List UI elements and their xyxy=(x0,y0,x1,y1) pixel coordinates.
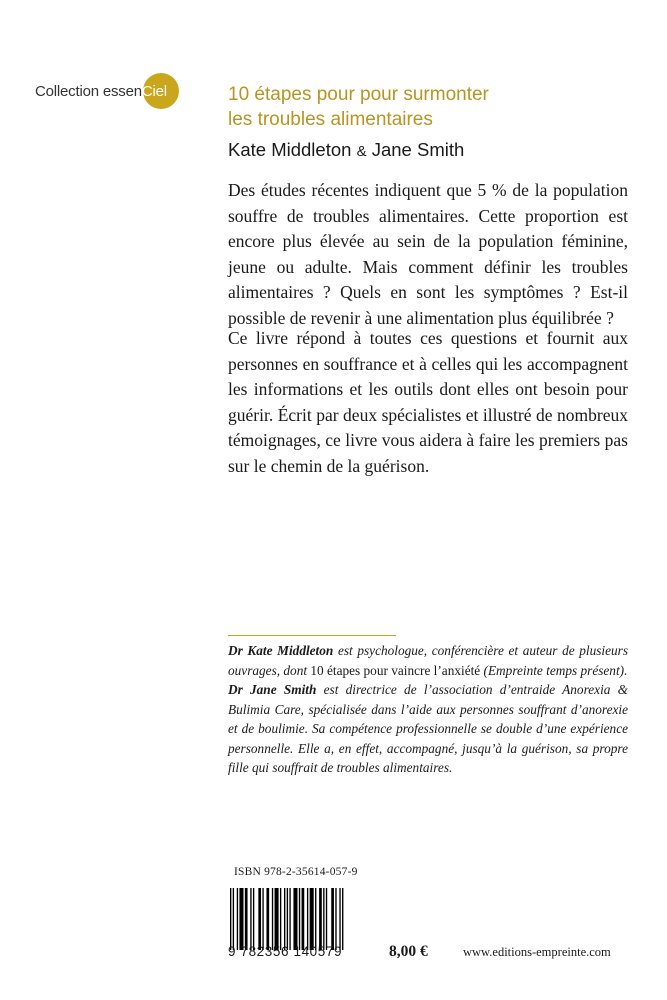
barcode-digits: 9 782356 140579 xyxy=(228,944,343,959)
bio-divider xyxy=(228,635,396,636)
publisher-website: www.editions-empreinte.com xyxy=(463,945,611,959)
description-paragraph-2: Ce livre répond à toutes ces questions et fournit aux personnes en souffrance et à celles qui les accompagnent les informations et les outils dont elles ont besoin pour guérir. Écrit par deux spécialistes et illustré de nombreux témoignages, ce livre vous aidera à faire les premiers pas sur le chemin de la guérison. xyxy=(228,328,628,476)
bio-text-1a: est psychologue, conférencière et auteur de plusieurs ouvrages, dont xyxy=(228,643,629,678)
bio-name-2: Dr Jane Smith xyxy=(228,682,317,697)
barcode xyxy=(228,888,382,950)
isbn: ISBN 978-2-35614-057-9 xyxy=(234,866,358,878)
bio-book-title: 10 étapes pour vaincre l’anxiété xyxy=(310,662,481,678)
author-bios xyxy=(228,641,628,778)
author-separator: & xyxy=(356,143,367,160)
author-2: Jane Smith xyxy=(371,139,465,160)
book-title xyxy=(228,82,648,132)
collection-name: Collection essenCiel xyxy=(35,82,167,100)
bio-text-1b: (Empreinte temps présent). xyxy=(480,662,628,678)
author-1: Kate Middleton xyxy=(228,139,352,160)
bio-text-2: est directrice de l’association d’entraide Anorexia & Bulimia Care, spécialisée dans l’aide aux personnes souffrant d’anorexie et de boulimie. Sa compétence professionnelle se double d’une expérience personnelle. Elle a, en effet, accompagné, jusqu’à la guérison, sa propre fille qui souffrait de troubles alimentaires. xyxy=(228,682,628,775)
price: 8,00 € xyxy=(389,943,428,960)
collection-logo xyxy=(35,74,167,108)
title-line-1: 10 étapes pour pour surmonter xyxy=(228,84,489,105)
description-paragraph-1: Des études récentes indiquent que 5 % de la population souffre de troubles alimentaires. Cette proportion est encore plus élevée au sein de la population féminine, jeune ou adulte. Mais comment définir les troubles alimentaires ? Quels en sont les symptômes ? Est-il possible de revenir à une alimentation plus équilibrée ? xyxy=(228,180,628,328)
bio-name-1: Dr Kate Middleton xyxy=(228,643,334,658)
title-line-2: les troubles alimentaires xyxy=(228,109,433,130)
authors xyxy=(228,139,464,161)
